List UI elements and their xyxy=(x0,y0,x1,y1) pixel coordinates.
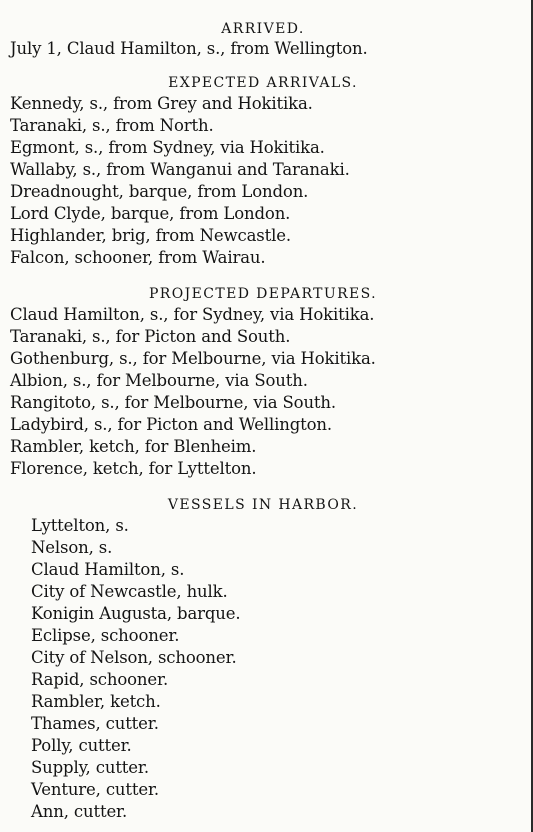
expected-arrival-item: Dreadnought, barque, from London. xyxy=(10,182,309,201)
vessel-item: Thames, cutter. xyxy=(31,714,159,733)
vessel-item: Rambler, ketch. xyxy=(31,692,161,711)
vessel-item: City of Nelson, schooner. xyxy=(31,648,237,667)
heading-vessels-in-harbor: VESSELS IN HARBOR. xyxy=(167,497,359,513)
heading-projected-departures: PROJECTED DEPARTURES. xyxy=(148,286,378,302)
vessel-item: Supply, cutter. xyxy=(31,758,149,777)
expected-arrival-item: Egmont, s., from Sydney, via Hokitika. xyxy=(10,138,325,157)
arrived-item: July 1, Claud Hamilton, s., from Wellington. xyxy=(10,39,368,58)
vessel-item: Venture, cutter. xyxy=(31,780,160,799)
vessel-item: Ann, cutter. xyxy=(31,802,128,821)
expected-arrival-item: Highlander, brig, from Newcastle. xyxy=(10,226,291,245)
expected-arrival-item: Taranaki, s., from North. xyxy=(10,116,214,135)
projected-departure-item: Rangitoto, s., for Melbourne, via South. xyxy=(10,393,336,412)
vessel-item: Nelson, s. xyxy=(31,538,113,557)
projected-departure-item: Gothenburg, s., for Melbourne, via Hokitika. xyxy=(10,349,376,368)
vessel-item: Polly, cutter. xyxy=(31,736,132,755)
vessel-item: Claud Hamilton, s. xyxy=(31,560,185,579)
vessel-item: Rapid, schooner. xyxy=(31,670,169,689)
projected-departure-item: Albion, s., for Melbourne, via South. xyxy=(10,371,308,390)
vessel-item: Konigin Augusta, barque. xyxy=(31,604,241,623)
projected-departure-item: Claud Hamilton, s., for Sydney, via Hokitika. xyxy=(10,305,375,324)
vessel-item: Eclipse, schooner. xyxy=(31,626,180,645)
expected-arrival-item: Wallaby, s., from Wanganui and Taranaki. xyxy=(10,160,350,179)
expected-arrival-item: Falcon, schooner, from Wairau. xyxy=(10,248,266,267)
expected-arrival-item: Kennedy, s., from Grey and Hokitika. xyxy=(10,94,313,113)
vessel-item: Lyttelton, s. xyxy=(31,516,129,535)
expected-arrival-item: Lord Clyde, barque, from London. xyxy=(10,204,291,223)
projected-departure-item: Ladybird, s., for Picton and Wellington. xyxy=(10,415,332,434)
vessel-item: City of Newcastle, hulk. xyxy=(31,582,228,601)
heading-expected-arrivals: EXPECTED ARRIVALS. xyxy=(168,75,358,91)
heading-arrived: ARRIVED. xyxy=(221,21,305,37)
projected-departure-item: Taranaki, s., for Picton and South. xyxy=(10,327,291,346)
projected-departure-item: Florence, ketch, for Lyttelton. xyxy=(10,459,257,478)
projected-departure-item: Rambler, ketch, for Blenheim. xyxy=(10,437,257,456)
